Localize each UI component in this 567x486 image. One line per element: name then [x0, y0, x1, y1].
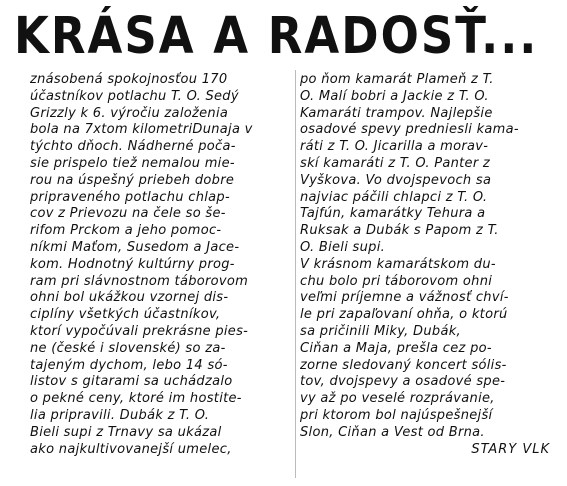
- text-line: V krásnom kamarátskom du-: [300, 256, 496, 272]
- article-column-right: [300, 72, 562, 458]
- text-line: pripraveného potlachu chlap-: [30, 189, 230, 205]
- text-line: ráti z T. O. Jicarilla a morav-: [300, 139, 489, 155]
- text-line: Kamaráti trampov. Najlepšie: [300, 105, 493, 121]
- text-line: cov z Prievozu na čele so še-: [30, 206, 226, 222]
- text-line: níkmi Maťom, Susedom a Jace-: [30, 239, 240, 255]
- text-line: le pri zapaľovaní ohňa, o ktorú: [300, 307, 508, 323]
- text-line: tov, dvojspevy a osadové spe-: [300, 374, 506, 390]
- text-line: tajeným dychom, lebo 14 só-: [30, 357, 228, 373]
- author-signature: STARÝ VLK: [471, 441, 550, 457]
- text-line: znásobená spokojnosťou 170: [30, 72, 228, 87]
- text-line: ram pri slávnostnom táborovom: [30, 273, 249, 289]
- text-line: O. Malí bobri a Jackie z T. O.: [300, 88, 489, 104]
- text-line: kom. Hodnotný kultúrny prog-: [30, 256, 235, 272]
- text-line: účastníkov potlachu T. O. Šedý: [30, 88, 239, 104]
- text-line: Tajfún, kamarátky Tehura a: [300, 206, 486, 222]
- text-line: ako najkultivovanejší umelec,: [30, 441, 232, 457]
- text-line: rou na úspešný priebeh dobre: [30, 172, 235, 188]
- text-line: pri ktorom bol najúspešnejší: [300, 407, 493, 423]
- text-line: Ruksak a Dubák s Papom z T.: [300, 223, 499, 239]
- text-line: Čiňan a Maja, prešla cez po-: [300, 340, 492, 356]
- text-line: najviac páčili chlapci z T. O.: [300, 189, 488, 205]
- text-line: sa pričinili Miky, Dubák,: [300, 323, 461, 339]
- text-line: listov s gitarami sa uchádzalo: [30, 374, 233, 390]
- column-divider: [295, 70, 296, 478]
- text-line: bola na 7xtom kilometriDunaja v: [30, 122, 253, 138]
- text-line: ciplíny všetkých účastníkov,: [30, 307, 221, 323]
- text-line: týchto dňoch. Nádherné poča-: [30, 139, 236, 155]
- text-line: Bieli supi z Trnavy sa ukázal: [30, 424, 222, 440]
- text-line: lia pripravili. Dubák z T. O.: [30, 407, 210, 423]
- headline: KRÁSA A RADOSŤ...: [14, 6, 539, 66]
- text-line: veľmi príjemne a vážnosť chví-: [300, 290, 509, 306]
- text-line: O. Bieli supi.: [300, 239, 386, 255]
- text-line: chu bolo pri táborovom ohni: [300, 273, 493, 289]
- text-line: o pekné ceny, ktoré im hostite-: [30, 391, 242, 407]
- text-line: sie prispelo tiež nemalou mie-: [30, 155, 235, 171]
- article-column-left: [30, 72, 292, 458]
- text-line: Slon, Čiňan a Vest od Brna.: [300, 424, 485, 440]
- text-line: vy až po veselé rozprávanie,: [300, 391, 495, 407]
- text-line: Grizzly k 6. výročiu založenia: [30, 105, 229, 121]
- text-line: Vyškova. Vo dvojspevoch sa: [300, 172, 492, 188]
- text-line: skí kamaráti z T. O. Panter z: [300, 155, 491, 171]
- text-line: rifom Prckom a jeho pomoc-: [30, 223, 222, 239]
- text-line: ohni bol ukážkou vzornej dis-: [30, 290, 229, 306]
- text-line: po ňom kamarát Plameň z T.: [300, 72, 494, 87]
- text-line: zorne sledovaný koncert sólis-: [300, 357, 507, 373]
- text-line: osadové spevy predniesli kama-: [300, 122, 519, 138]
- text-line: ktorí vypočúvali prekrásne pies-: [30, 323, 249, 339]
- text-line: ne (české i slovenské) so za-: [30, 340, 226, 356]
